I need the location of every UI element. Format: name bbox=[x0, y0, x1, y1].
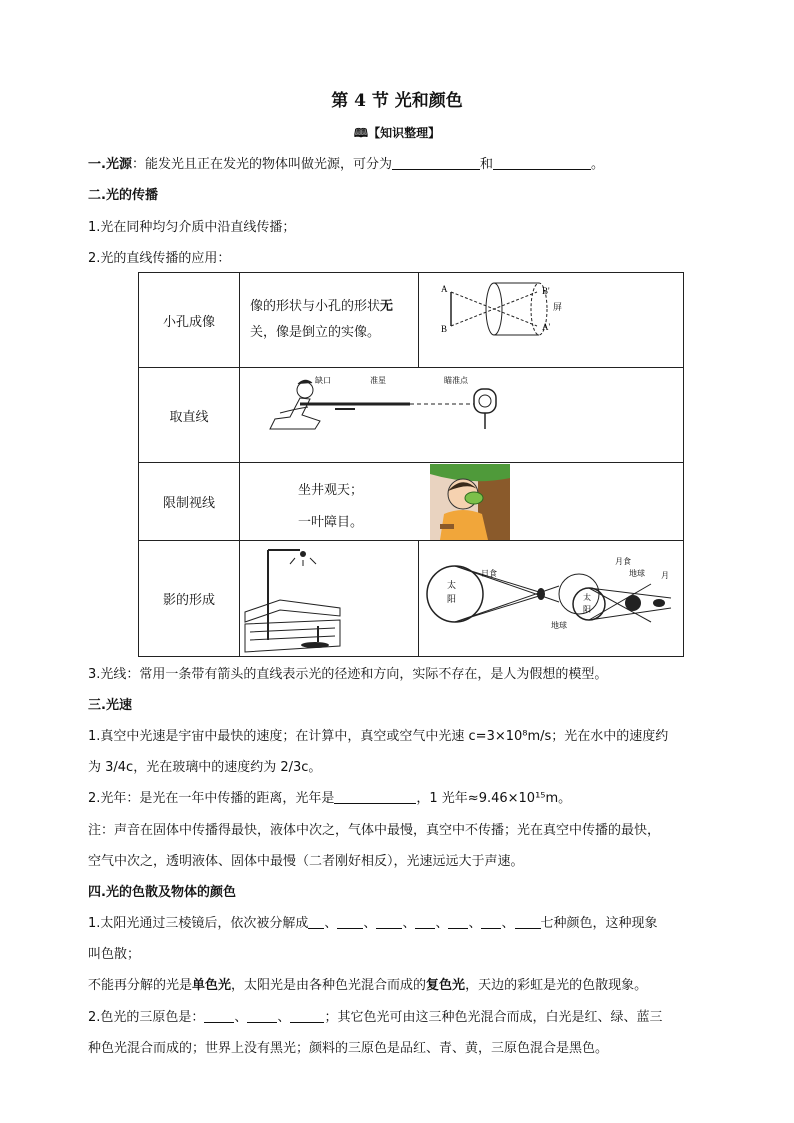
row-label: 小孔成像 bbox=[139, 273, 240, 368]
fill-blank[interactable] bbox=[392, 156, 480, 170]
lunar-eclipse-label: 月食 bbox=[615, 556, 631, 566]
fill-blank[interactable] bbox=[204, 1009, 234, 1023]
sep: 、 bbox=[234, 1010, 248, 1025]
dispersion-line bbox=[88, 915, 708, 933]
light-source-line bbox=[88, 156, 708, 174]
note-line: 注：声音在固体中传播得最快，液体中次之，气体中最慢，真空中不传播；光在真空中传播的最快， bbox=[88, 823, 661, 838]
sun-label-2: 阳 bbox=[447, 594, 457, 605]
fill-blank[interactable] bbox=[247, 1009, 277, 1023]
bold-text: 无 bbox=[380, 299, 394, 314]
applications-table bbox=[138, 272, 684, 657]
paragraph: 种色光混合而成的；世界上没有黑光；颜料的三原色是品红、青、黄，三原色混合是黑色。 bbox=[88, 1041, 609, 1056]
fill-blank[interactable] bbox=[515, 915, 541, 929]
paragraph: 1.真空中光速是宇宙中最快的速度；在计算中，真空或空气中光速 c=3×10⁸m/s；光在水中的速度约 bbox=[88, 729, 669, 744]
section-heading: 二.光的传播 bbox=[88, 188, 158, 203]
period: 。 bbox=[590, 157, 604, 172]
note-line: 空气中次之，透明液体、固体中最慢（二者刚好相反），光速远远大于声速。 bbox=[88, 854, 524, 869]
text: 1.太阳光通过三棱镜后，依次被分解成 bbox=[88, 916, 309, 931]
moon-label: 月 bbox=[661, 570, 669, 580]
table-row bbox=[139, 368, 684, 463]
section-subtitle: 🕮【知识整理】 bbox=[353, 126, 441, 140]
text: ；其它色光可由这三种色光混合而成，白光是红、绿、蓝三 bbox=[324, 1010, 663, 1025]
pinhole-camera-diagram bbox=[419, 274, 619, 367]
screen-label: 屏 bbox=[553, 302, 563, 313]
idiom-1: 坐井观天； bbox=[298, 483, 364, 498]
section-heading: 四.光的色散及物体的颜色 bbox=[88, 885, 236, 900]
text: ，太阳光是由各种色光混合而成的 bbox=[231, 978, 427, 993]
earth-label: 地球 bbox=[551, 620, 567, 630]
idiom-2: 一叶障目。 bbox=[298, 515, 364, 530]
fill-blank[interactable] bbox=[337, 915, 363, 929]
sun-label-3: 太 bbox=[583, 592, 591, 602]
fill-blank[interactable] bbox=[334, 790, 416, 804]
label-a-prime: A' bbox=[542, 321, 551, 332]
text: 2.色光的三原色是： bbox=[88, 1010, 205, 1025]
solar-eclipse-label: 日食 bbox=[481, 568, 497, 578]
text: 七种颜色，这种现象 bbox=[540, 916, 658, 931]
paragraph: 叫色散； bbox=[88, 947, 141, 962]
pinhole-figure-cell bbox=[419, 273, 684, 368]
label-b: B bbox=[441, 323, 448, 334]
front-sight-label: 准星 bbox=[370, 375, 386, 385]
earth-label-2: 地球 bbox=[629, 568, 645, 578]
rifle-aiming-diagram bbox=[240, 369, 610, 462]
table-row bbox=[139, 463, 684, 541]
text: 关，像是倒立的实像。 bbox=[250, 325, 381, 340]
bold-text: 单色光 bbox=[192, 978, 232, 993]
primary-colors-line bbox=[88, 1009, 708, 1027]
bold-text: 复色光 bbox=[426, 978, 466, 993]
eclipse-diagram bbox=[419, 542, 683, 656]
fill-blank[interactable] bbox=[376, 915, 402, 929]
row-label: 影的形成 bbox=[139, 541, 240, 657]
fill-blank[interactable] bbox=[493, 156, 591, 170]
fill-blank[interactable] bbox=[448, 915, 468, 929]
fill-blank[interactable] bbox=[290, 1009, 324, 1023]
table-row bbox=[139, 273, 684, 368]
text: 2.光年：是光在一年中传播的距离，光年是 bbox=[88, 791, 335, 806]
light-year-line bbox=[88, 790, 708, 808]
light-source-label: 一.光源 bbox=[88, 157, 132, 172]
paragraph: 3.光线：常用一条带有箭头的直线表示光的径迹和方向，实际不存在，是人为假想的模型。 bbox=[88, 667, 608, 682]
row-label: 限制视线 bbox=[139, 463, 240, 541]
sep: 、 bbox=[501, 916, 515, 931]
text: ，天边的彩虹是光的色散现象。 bbox=[465, 978, 648, 993]
row-label: 取直线 bbox=[139, 368, 240, 463]
paragraph: 1.光在同种均匀介质中沿直线传播； bbox=[88, 220, 296, 235]
and-text: 和 bbox=[479, 157, 493, 172]
aiming-figure-cell bbox=[240, 368, 684, 463]
light-source-text: ：能发光且正在发光的物体叫做光源，可分为 bbox=[131, 157, 392, 172]
aim-point-label: 瞄准点 bbox=[444, 375, 468, 385]
lamp-shadow-diagram bbox=[240, 542, 346, 656]
paragraph: 为 3/4c，光在玻璃中的速度约为 2/3c。 bbox=[88, 760, 322, 775]
notch-label: 缺口 bbox=[315, 375, 331, 385]
page-title: 第 4 节 光和颜色 bbox=[331, 91, 463, 111]
sep: 、 bbox=[277, 1010, 291, 1025]
fill-blank[interactable] bbox=[308, 915, 324, 929]
label-b-prime: B' bbox=[542, 285, 550, 296]
sep: 、 bbox=[435, 916, 449, 931]
child-leaf-illustration bbox=[430, 464, 510, 540]
sep: 、 bbox=[402, 916, 416, 931]
label-a: A bbox=[441, 283, 448, 294]
section-heading: 三.光速 bbox=[88, 698, 132, 713]
sep: 、 bbox=[468, 916, 482, 931]
text: 像的形状与小孔的形状 bbox=[250, 299, 381, 314]
fill-blank[interactable] bbox=[415, 915, 435, 929]
table-row bbox=[139, 541, 684, 657]
sun-label-4: 阳 bbox=[583, 604, 591, 614]
text: 不能再分解的光是 bbox=[88, 978, 193, 993]
paragraph: 2.光的直线传播的应用： bbox=[88, 251, 231, 266]
monochrome-line bbox=[88, 977, 708, 995]
sep: 、 bbox=[324, 916, 338, 931]
idioms-cell bbox=[240, 463, 684, 541]
sun-label-1: 太 bbox=[447, 580, 457, 591]
row-text bbox=[240, 273, 419, 368]
shadow-figure-cell bbox=[240, 541, 419, 657]
text: ，1 光年≈9.46×10¹⁵m。 bbox=[416, 791, 572, 806]
eclipse-figure-cell bbox=[419, 541, 684, 657]
fill-blank[interactable] bbox=[481, 915, 501, 929]
sep: 、 bbox=[363, 916, 377, 931]
